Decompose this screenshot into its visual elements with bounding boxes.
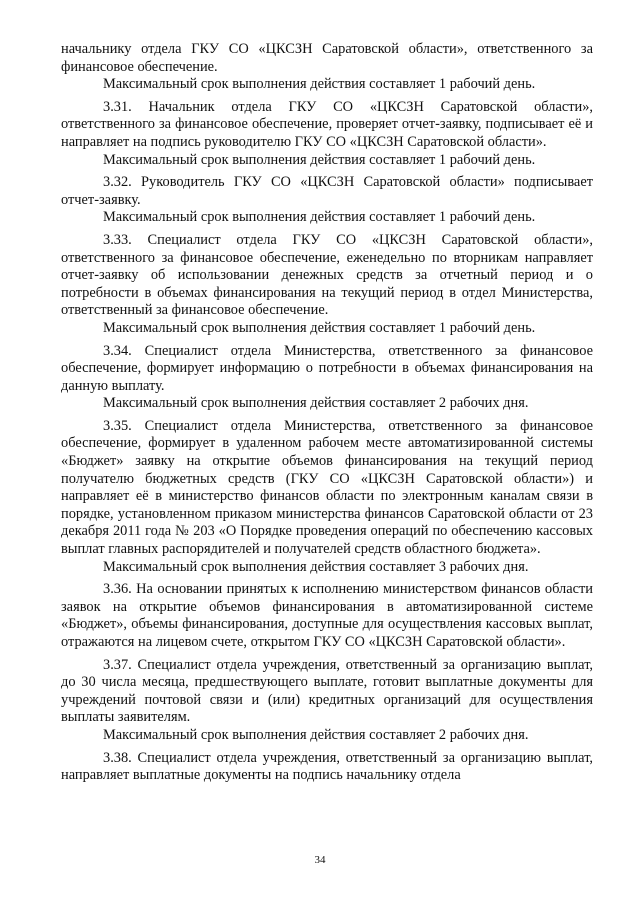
paragraph-3-36: 3.36. На основании принятых к исполнению министерством финансов области заявок на открытие объемов финансирования в автоматизированной системе «Бюджет», объемы финансирования, доступные для осуществления кассовых выплат, отражаются на лицевом счете, открытом ГКУ СО «ЦКСЗН Саратовской области». bbox=[61, 581, 593, 650]
paragraph-deadline: Максимальный срок выполнения действия составляет 1 рабочий день. bbox=[103, 319, 536, 336]
paragraph-3-31: 3.31. Начальник отдела ГКУ СО «ЦКСЗН Саратовской области», ответственного за финансовое обеспечение, проверяет отчет-заявку, подписывает её и направляет на подпись руководителю ГКУ СО «ЦКСЗН Саратовской области». bbox=[61, 98, 593, 150]
paragraph-deadline: Максимальный срок выполнения действия составляет 2 рабочих дня. bbox=[103, 395, 529, 412]
paragraph-3-34: 3.34. Специалист отдела Министерства, ответственного за финансовое обеспечение, формирует информацию о потребности в объемах финансирования на данную выплату. bbox=[61, 342, 593, 394]
paragraph-3-33: 3.33. Специалист отдела ГКУ СО «ЦКСЗН Саратовской области», ответственного за финансовое обеспечение, еженедельно по вторникам направляет отчет-заявку об использовании денежных средств за отчетный период и о потребности в объемах финансирования на текущий период в отдел Министерства, ответственный за финансовое обеспечение. bbox=[61, 231, 593, 319]
page-body bbox=[61, 41, 593, 785]
paragraph-deadline: Максимальный срок выполнения действия составляет 1 рабочий день. bbox=[103, 76, 536, 93]
paragraph-3-38: 3.38. Специалист отдела учреждения, ответственный за организацию выплат, направляет выплатные документы на подпись начальнику отдела bbox=[61, 749, 593, 784]
paragraph-deadline: Максимальный срок выполнения действия составляет 1 рабочий день. bbox=[103, 151, 536, 168]
paragraph-deadline: Максимальный срок выполнения действия составляет 3 рабочих дня. bbox=[103, 558, 529, 575]
paragraph-3-32: 3.32. Руководитель ГКУ СО «ЦКСЗН Саратовской области» подписывает отчет-заявку. bbox=[61, 174, 593, 208]
page-number: 34 bbox=[314, 854, 326, 866]
paragraph-deadline: Максимальный срок выполнения действия составляет 2 рабочих дня. bbox=[103, 726, 529, 743]
paragraph-3-37: 3.37. Специалист отдела учреждения, ответственный за организацию выплат, до 30 числа месяца, предшествующего выплате, готовит выплатные документы для учреждений почтовой связи и (или) кредитных организаций для осуществления выплаты заявителям. bbox=[61, 656, 593, 726]
paragraph-deadline: Максимальный срок выполнения действия составляет 1 рабочий день. bbox=[103, 209, 536, 226]
paragraph-continuation: начальнику отдела ГКУ СО «ЦКСЗН Саратовской области», ответственного за финансовое обеспечение. bbox=[61, 41, 593, 75]
paragraph-3-35: 3.35. Специалист отдела Министерства, ответственного за финансовое обеспечение, формирует в удаленном рабочем месте автоматизированной системы «Бюджет» заявку на открытие объемов финансирования на текущий период получателю бюджетных средств (ГКУ СО «ЦКСЗН Саратовской области») и направляет её в министерство финансов области по электронным каналам связи в порядке, установленном приказом министерства финансов Саратовской области от 23 декабря 2011 года № 203 «О Порядке проведения операций по обеспечению кассовых выплат главных распорядителей и получателей средств областного бюджета». bbox=[61, 417, 593, 558]
